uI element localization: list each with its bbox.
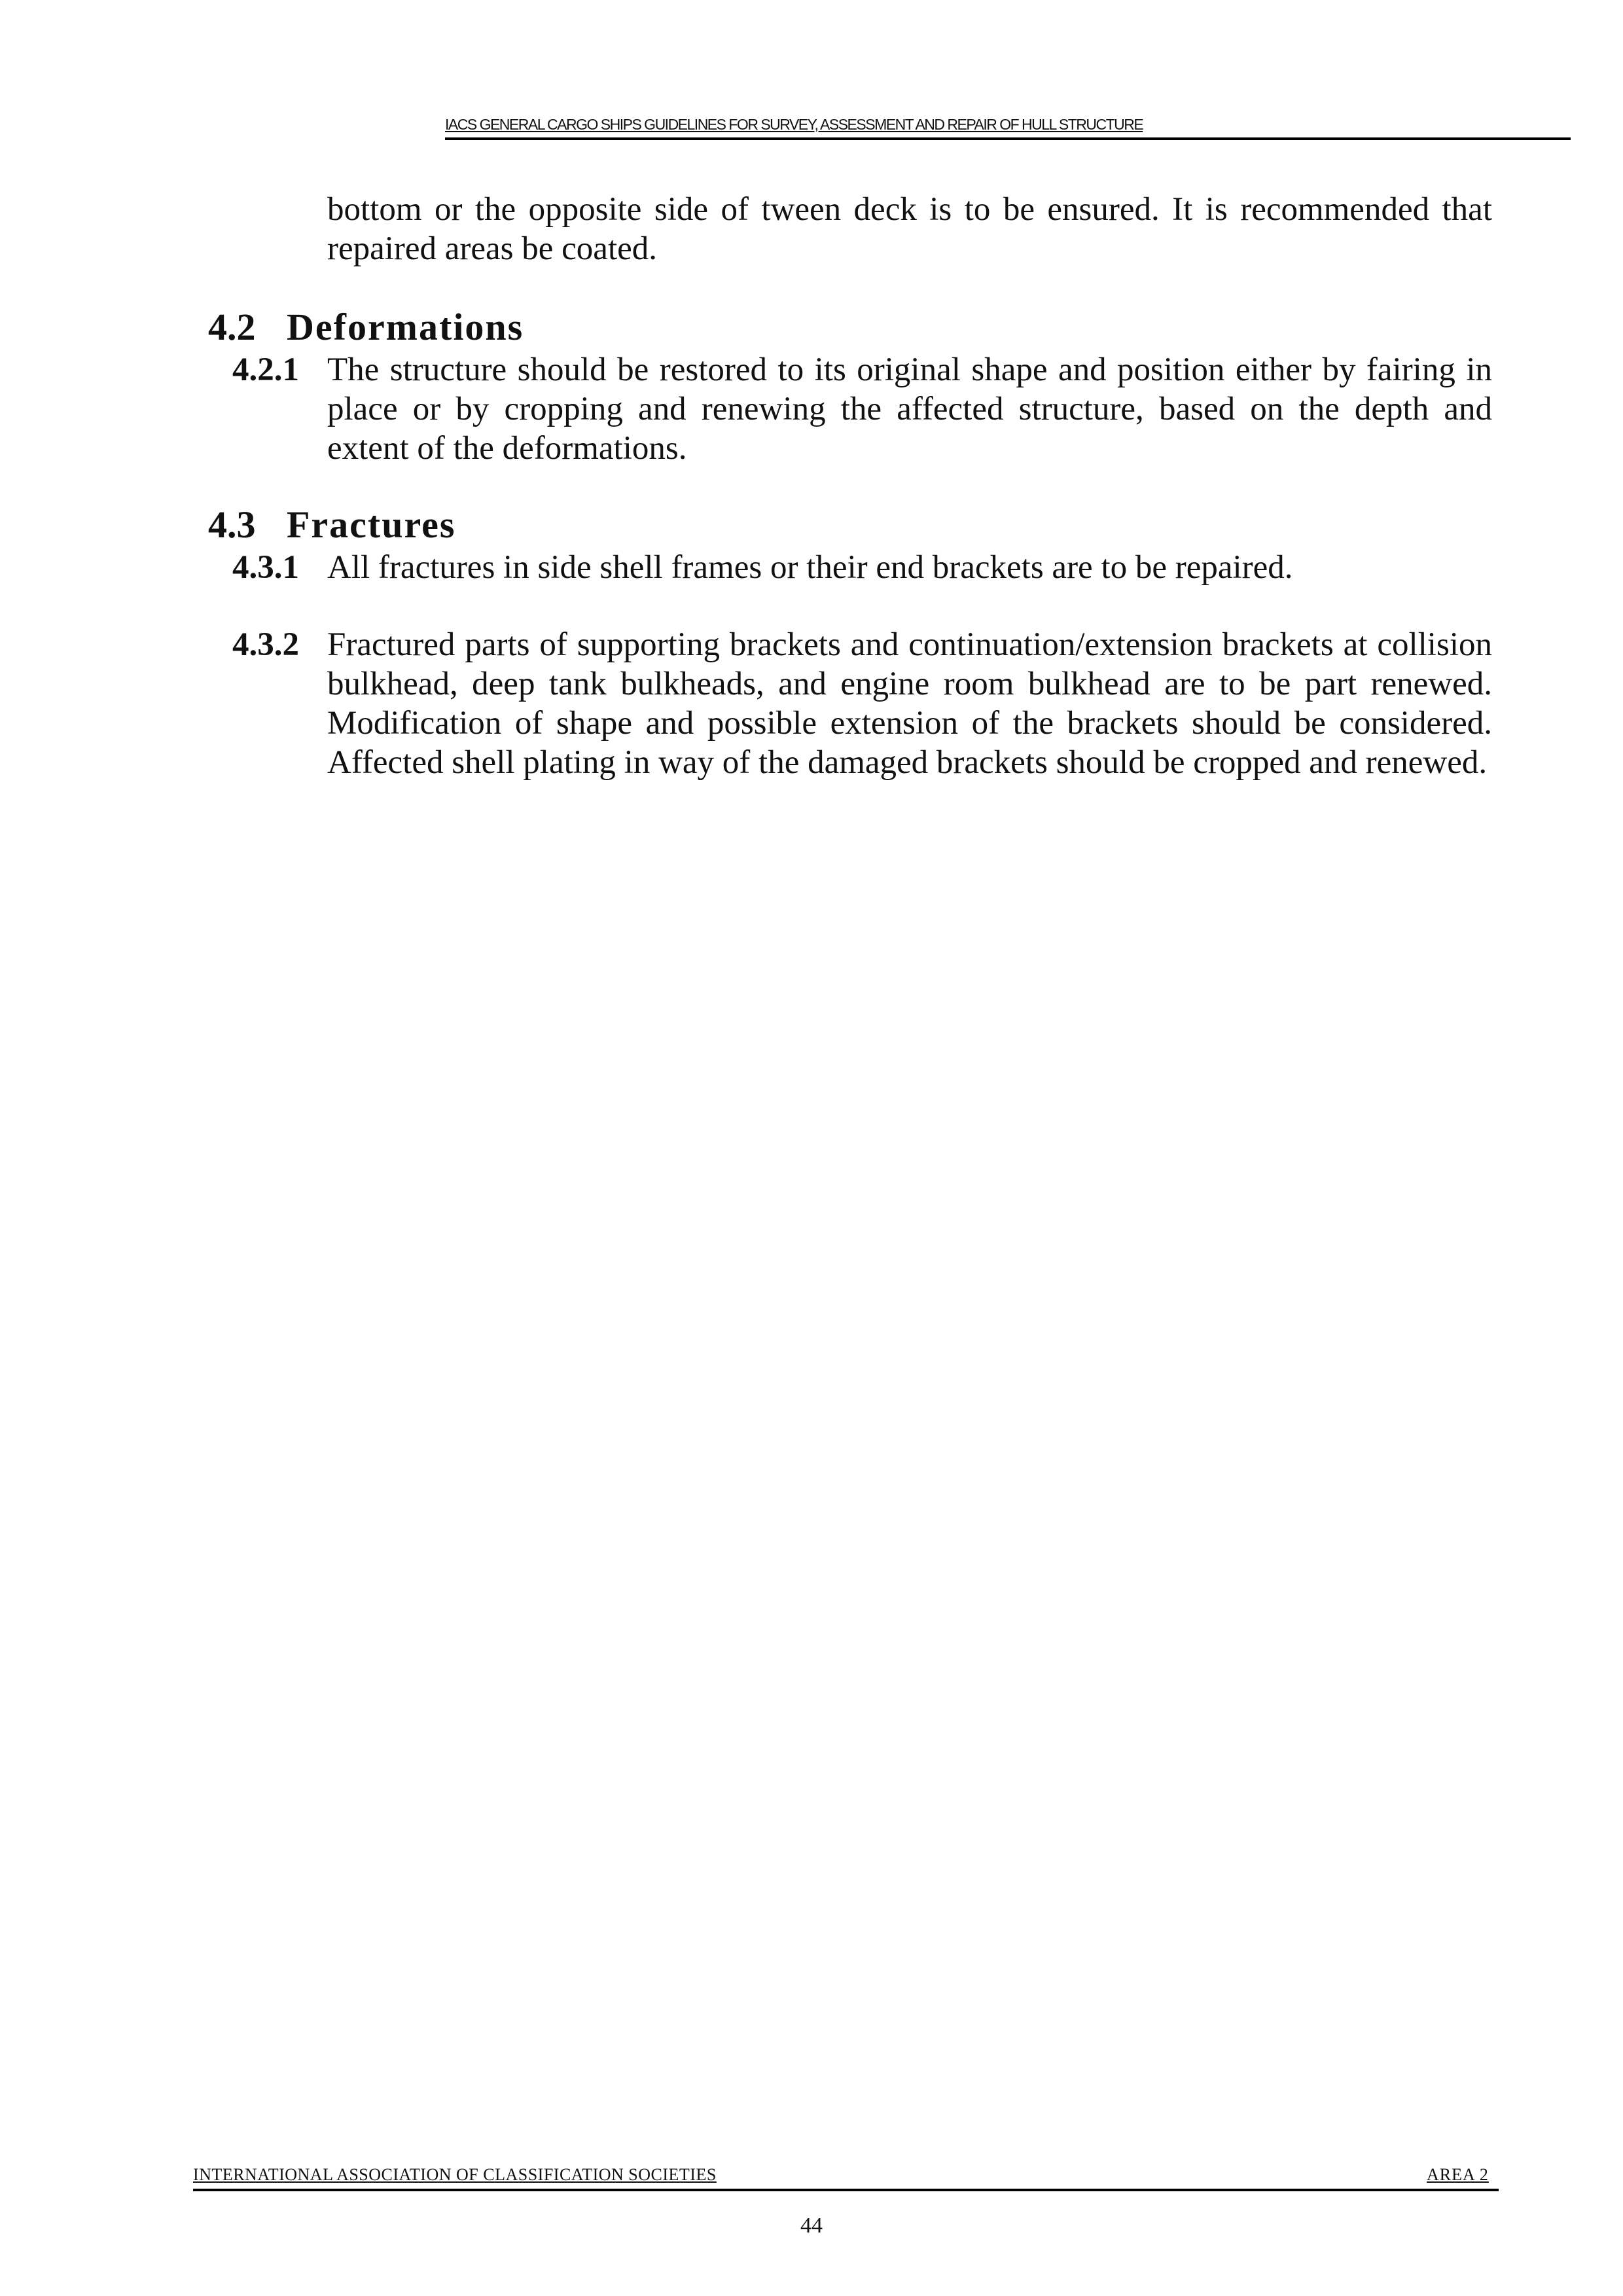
section-title: Fractures (287, 503, 456, 546)
section-title: Deformations (287, 306, 524, 348)
section-heading-fractures (208, 502, 456, 548)
item-number-4-2-1: 4.2.1 (232, 351, 299, 388)
footer-organization: INTERNATIONAL ASSOCIATION OF CLASSIFICATION SOCIETIES (193, 2165, 717, 2184)
header-rule (445, 137, 1571, 140)
page-number: 44 (800, 2214, 823, 2238)
item-number-4-3-1: 4.3.1 (232, 549, 299, 586)
item-text-4-3-1: All fractures in side shell frames or their end brackets are to be repaired. (327, 549, 1293, 586)
footer-rule (193, 2189, 1499, 2191)
item-number-4-3-2: 4.3.2 (232, 626, 299, 663)
page-header (0, 0, 1623, 144)
footer-area: AREA 2 (1427, 2165, 1489, 2184)
continuation-paragraph: bottom or the opposite side of tween deck is to be ensured. It is recommended that repaired areas be coated. (327, 191, 1492, 267)
item-text-4-2-1: The structure should be restored to its original shape and position either by fairing in place or by cropping and renewing the affected structure, based on the depth and extent of the deformations. (327, 351, 1492, 467)
section-number: 4.3 (208, 503, 256, 546)
page-footer (0, 2160, 1623, 2296)
section-number: 4.2 (208, 306, 256, 348)
item-text-4-3-2: Fractured parts of supporting brackets and continuation/extension brackets at collision bulkhead, deep tank bulkheads, and engine room bulkhead are to be part renewed. Modification of shape and possible extension of the brackets should be considered. Affected shell plating in way of the damaged brackets should be cropped and renewed. (327, 626, 1492, 781)
section-heading-deformations (208, 304, 524, 350)
running-header-title: IACS GENERAL CARGO SHIPS GUIDELINES FOR SURVEY, ASSESSMENT AND REPAIR OF HULL STRUCTURE (445, 116, 1143, 133)
